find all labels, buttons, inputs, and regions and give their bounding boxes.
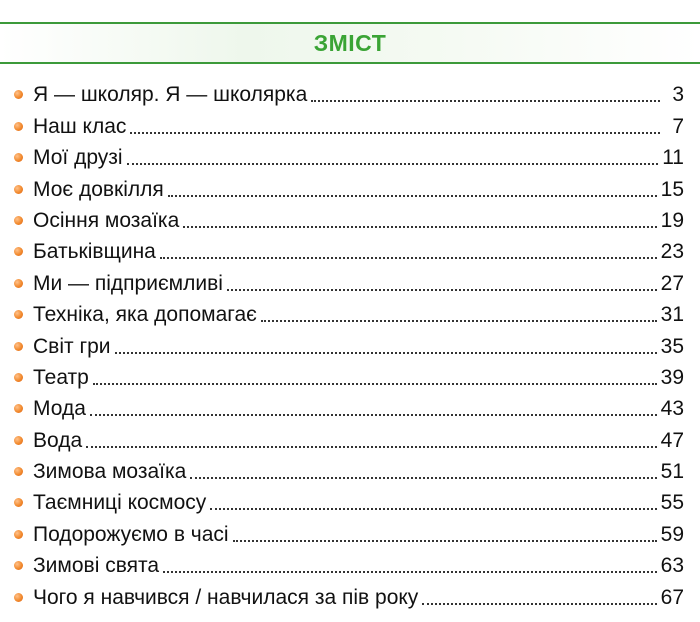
toc-entry[interactable] (14, 579, 684, 610)
toc-entry[interactable] (14, 422, 684, 453)
dot-leader (311, 99, 660, 102)
toc-entry-title: Вода (33, 428, 83, 452)
dot-leader (160, 256, 657, 259)
toc-entry-page: 63 (660, 554, 684, 578)
page-title: ЗМІСТ (313, 30, 387, 56)
dot-leader (227, 288, 657, 291)
toc-entry[interactable] (14, 548, 684, 579)
bullet-icon (14, 310, 23, 319)
dot-leader (127, 162, 659, 165)
toc-entry-page: 55 (660, 491, 684, 515)
toc-entry[interactable] (14, 171, 684, 202)
dot-leader (130, 131, 660, 134)
toc-entry-title: Осіння мозаїка (33, 208, 180, 232)
bullet-icon (14, 467, 23, 476)
toc-entry-page: 7 (672, 114, 684, 138)
toc-entry-page: 39 (660, 365, 684, 389)
page-header (0, 0, 700, 70)
toc-entry-title: Театр (33, 365, 89, 389)
dot-leader (183, 225, 656, 228)
bullet-icon (14, 90, 23, 99)
dot-leader (190, 476, 656, 479)
header-bottom-rule (0, 62, 700, 64)
bullet-icon (14, 498, 23, 507)
toc-entry[interactable] (14, 391, 684, 422)
toc-entry-page: 43 (660, 397, 684, 421)
dot-leader (93, 382, 657, 385)
toc-entry-page: 47 (660, 428, 684, 452)
bullet-icon (14, 436, 23, 445)
toc-entry-title: Зимова мозаїка (33, 460, 187, 484)
toc-entry-page: 67 (660, 585, 684, 609)
toc-entry-page: 11 (662, 146, 684, 170)
bullet-icon (14, 122, 23, 131)
dot-leader (90, 413, 657, 416)
toc-entry-title: Подорожуємо в часі (33, 522, 229, 546)
toc-entry[interactable] (14, 328, 684, 359)
bullet-icon (14, 216, 23, 225)
toc-entry[interactable] (14, 108, 684, 139)
bullet-icon (14, 247, 23, 256)
toc-entry[interactable] (14, 234, 684, 265)
toc-entry-title: Таємниці космосу (33, 491, 207, 515)
bullet-icon (14, 404, 23, 413)
dot-leader (233, 539, 657, 542)
bullet-icon (14, 279, 23, 288)
table-of-contents (14, 77, 684, 611)
toc-entry-title: Техніка, яка допомагає (33, 303, 257, 327)
dot-leader (422, 602, 656, 605)
dot-leader (86, 445, 656, 448)
toc-entry-title: Мої друзі (33, 146, 123, 170)
toc-entry-page: 23 (660, 240, 684, 264)
toc-entry[interactable] (14, 485, 684, 516)
bullet-icon (14, 373, 23, 382)
bullet-icon (14, 593, 23, 602)
toc-entry[interactable] (14, 77, 684, 108)
toc-entry-page: 59 (660, 522, 684, 546)
bullet-icon (14, 153, 23, 162)
dot-leader (115, 351, 657, 354)
toc-entry-title: Чого я навчився / навчилася за пів року (33, 585, 419, 609)
toc-entry[interactable] (14, 203, 684, 234)
toc-entry[interactable] (14, 140, 684, 171)
dot-leader (163, 570, 657, 573)
toc-entry[interactable] (14, 516, 684, 547)
toc-entry[interactable] (14, 454, 684, 485)
dot-leader (261, 319, 657, 322)
toc-entry[interactable] (14, 360, 684, 391)
bullet-icon (14, 342, 23, 351)
toc-entry-title: Зимові свята (33, 554, 160, 578)
toc-entry-title: Наш клас (33, 114, 127, 138)
toc-entry-page: 51 (660, 460, 684, 484)
toc-entry-title: Мода (33, 397, 86, 421)
toc-entry-page: 35 (660, 334, 684, 358)
toc-entry-page: 19 (660, 208, 684, 232)
bullet-icon (14, 530, 23, 539)
bullet-icon (14, 561, 23, 570)
toc-entry[interactable] (14, 265, 684, 296)
bullet-icon (14, 185, 23, 194)
toc-entry-title: Ми — підприємливі (33, 271, 223, 295)
toc-entry-title: Батьківщина (33, 240, 156, 264)
toc-entry-page: 31 (660, 303, 684, 327)
toc-entry-page: 27 (660, 271, 684, 295)
toc-entry[interactable] (14, 297, 684, 328)
toc-entry-page: 15 (660, 177, 684, 201)
toc-entry-page: 3 (672, 83, 684, 107)
toc-entry-title: Я — школяр. Я — школярка (33, 83, 308, 107)
dot-leader (210, 507, 656, 510)
toc-entry-title: Моє довкілля (33, 177, 164, 201)
dot-leader (168, 194, 657, 197)
toc-entry-title: Світ гри (33, 334, 111, 358)
